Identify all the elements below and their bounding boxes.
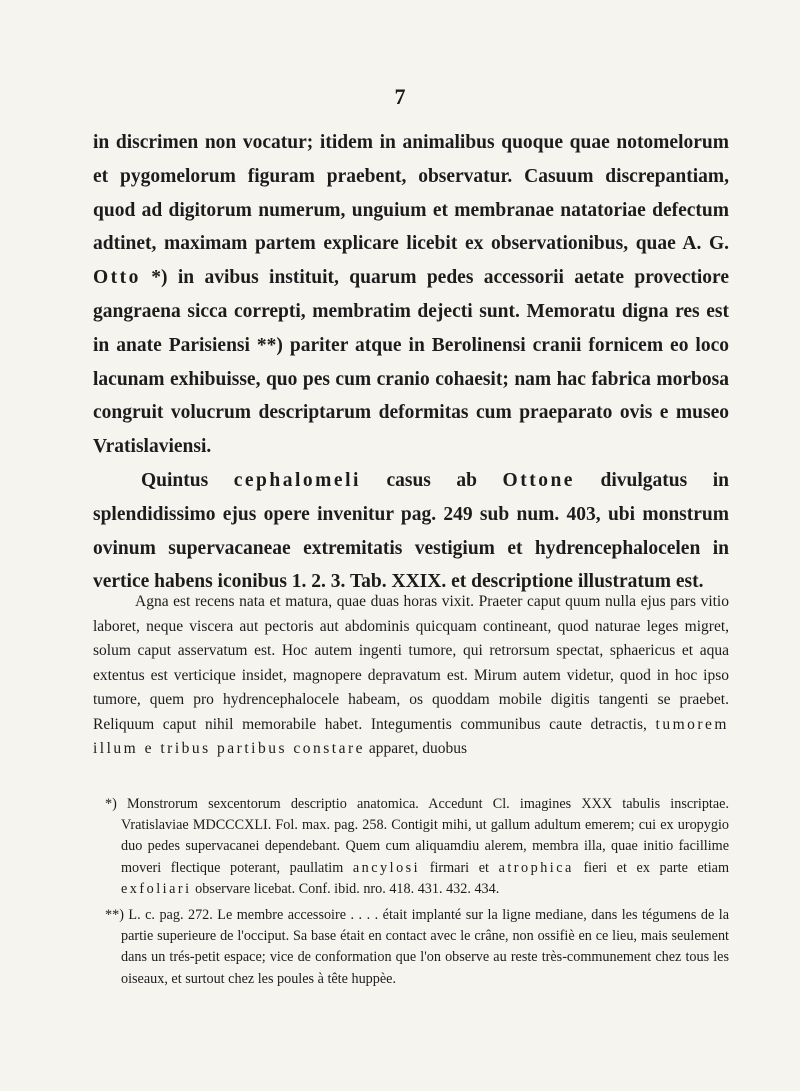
footnote-ref-1: *) [151,267,168,289]
author-name-ottone: Ottone [502,469,575,491]
footnote-1-term-ancylosi: ancylosi [352,859,421,876]
footnotes [93,794,729,995]
description-text-a: Agna est recens nata et matura, quae duas horas vixit. Praeter caput quum nulla ejus pars vitio laboret, neque viscera aut pectoris aut abdominis quicquam contineant, quod naturae leges migret, solum caput asservatum est. Hoc autem ingenti tumore, qui retrorsum spectat, sphaericus et aqua extentus est verticique insidet, magnopere depravatum est. Mirum autem videtur, quod in hoc ipso tumore, quem pro hydrencephalocele habeam, os quoddam mobile digitis tangenti se praebet. Reliquum caput nihil memorabile habet. Integumentis communibus caute detractis, [93,593,729,733]
description-text [93,590,729,762]
description-spaced-phrase: tumorem illum e tribus partibus constare [93,715,729,757]
footnote-1-text-a: Monstrorum sexcentorum descriptio anatomica. Accedunt Cl. imagines XXX tabulis inscriptae. Vratislaviae MDCCCXLI. Fol. max. pag. 258. Contigit mihi, ut gallum adultum emerem; cui ex uropygio duo pedes supervacanei dependebant. Quem cum aliquamdiu alerem, membra illa, quae initio facillime moveri flectique poterant, paullatim [116,796,729,876]
paragraph-2-text-a: Quintus [141,469,234,491]
main-text [93,126,729,599]
paragraph-1-text-c: pariter atque in Berolinensi cranii fornicem eo loco lacunam exhibuisse, quo pes cum cranio cohaesit; nam hac fabrica morbosa congruit volucrum descriptarum deformitas cum praeparato ovis e museo Vratislaviensi. [93,334,729,458]
footnote-1-marker: *) [105,796,117,812]
description-paragraph [93,590,729,762]
footnote-1-term-exfoliari: exfoliari [121,880,192,897]
paragraph-2-text-b: casus ab [360,469,503,491]
paragraph-1-text-b: in avibus instituit, quarum pedes accessorii aetate provectiore gangraena sicca correpti, membratim dejecti sunt. Memoratu digna res est in anate Parisiensi [93,267,729,356]
author-name-otto: Otto [93,267,141,289]
footnote-2-text: L. c. pag. 272. Le membre accessoire . . . . était implanté sur la ligne mediane, dans les tégumens de la partie superieure de l'occiput. Sa base était en contact avec le crâne, non ossifiè en ce lieu, mais seulement dans un trés-petit espace; vice de conformation que l'on observe au reste très-communement chez tous les oiseaux, et surtout chez les poules à tête huppèe. [121,907,729,987]
page-number: 7 [394,84,406,109]
footnote-2 [93,905,729,990]
footnote-2-marker: **) [105,907,124,924]
description-text-b: apparet, duobus [365,740,468,757]
footnote-1-term-atrophica: atrophica [498,859,574,876]
paragraph-2-text-c: divulgatus in splendidissimo ejus opere invenitur pag. 249 sub num. 403, ubi monstrum ovinum supervacaneae extremitatis vestigium et hydrencephalocelen in vertice habens iconibus 1. 2. 3. Tab. XXIX. et descriptione illustratum est. [93,469,729,593]
footnote-1-text-d: observare licebat. Conf. ibid. nro. 418. 431. 432. 434. [191,880,500,897]
term-cephalomeli: cephalomeli [233,469,361,491]
paragraph-1 [93,126,729,464]
footnote-1 [93,794,729,900]
paragraph-2 [93,464,729,599]
paragraph-1-text-a: in discrimen non vocatur; itidem in animalibus quoque quae notomelorum et pygomelorum figuram praebent, observatur. Casuum discrepantiam, quod ad digitorum numerum, unguium et membranae natatoriae defectum adtinet, maximam partem explicare licebit ex observationibus, quae A. G. [93,132,729,255]
footnote-1-text-c: fieri et ex parte etiam [573,859,729,876]
footnote-ref-2: **) [256,334,283,356]
footnote-1-text-b: firmari et [420,859,499,876]
